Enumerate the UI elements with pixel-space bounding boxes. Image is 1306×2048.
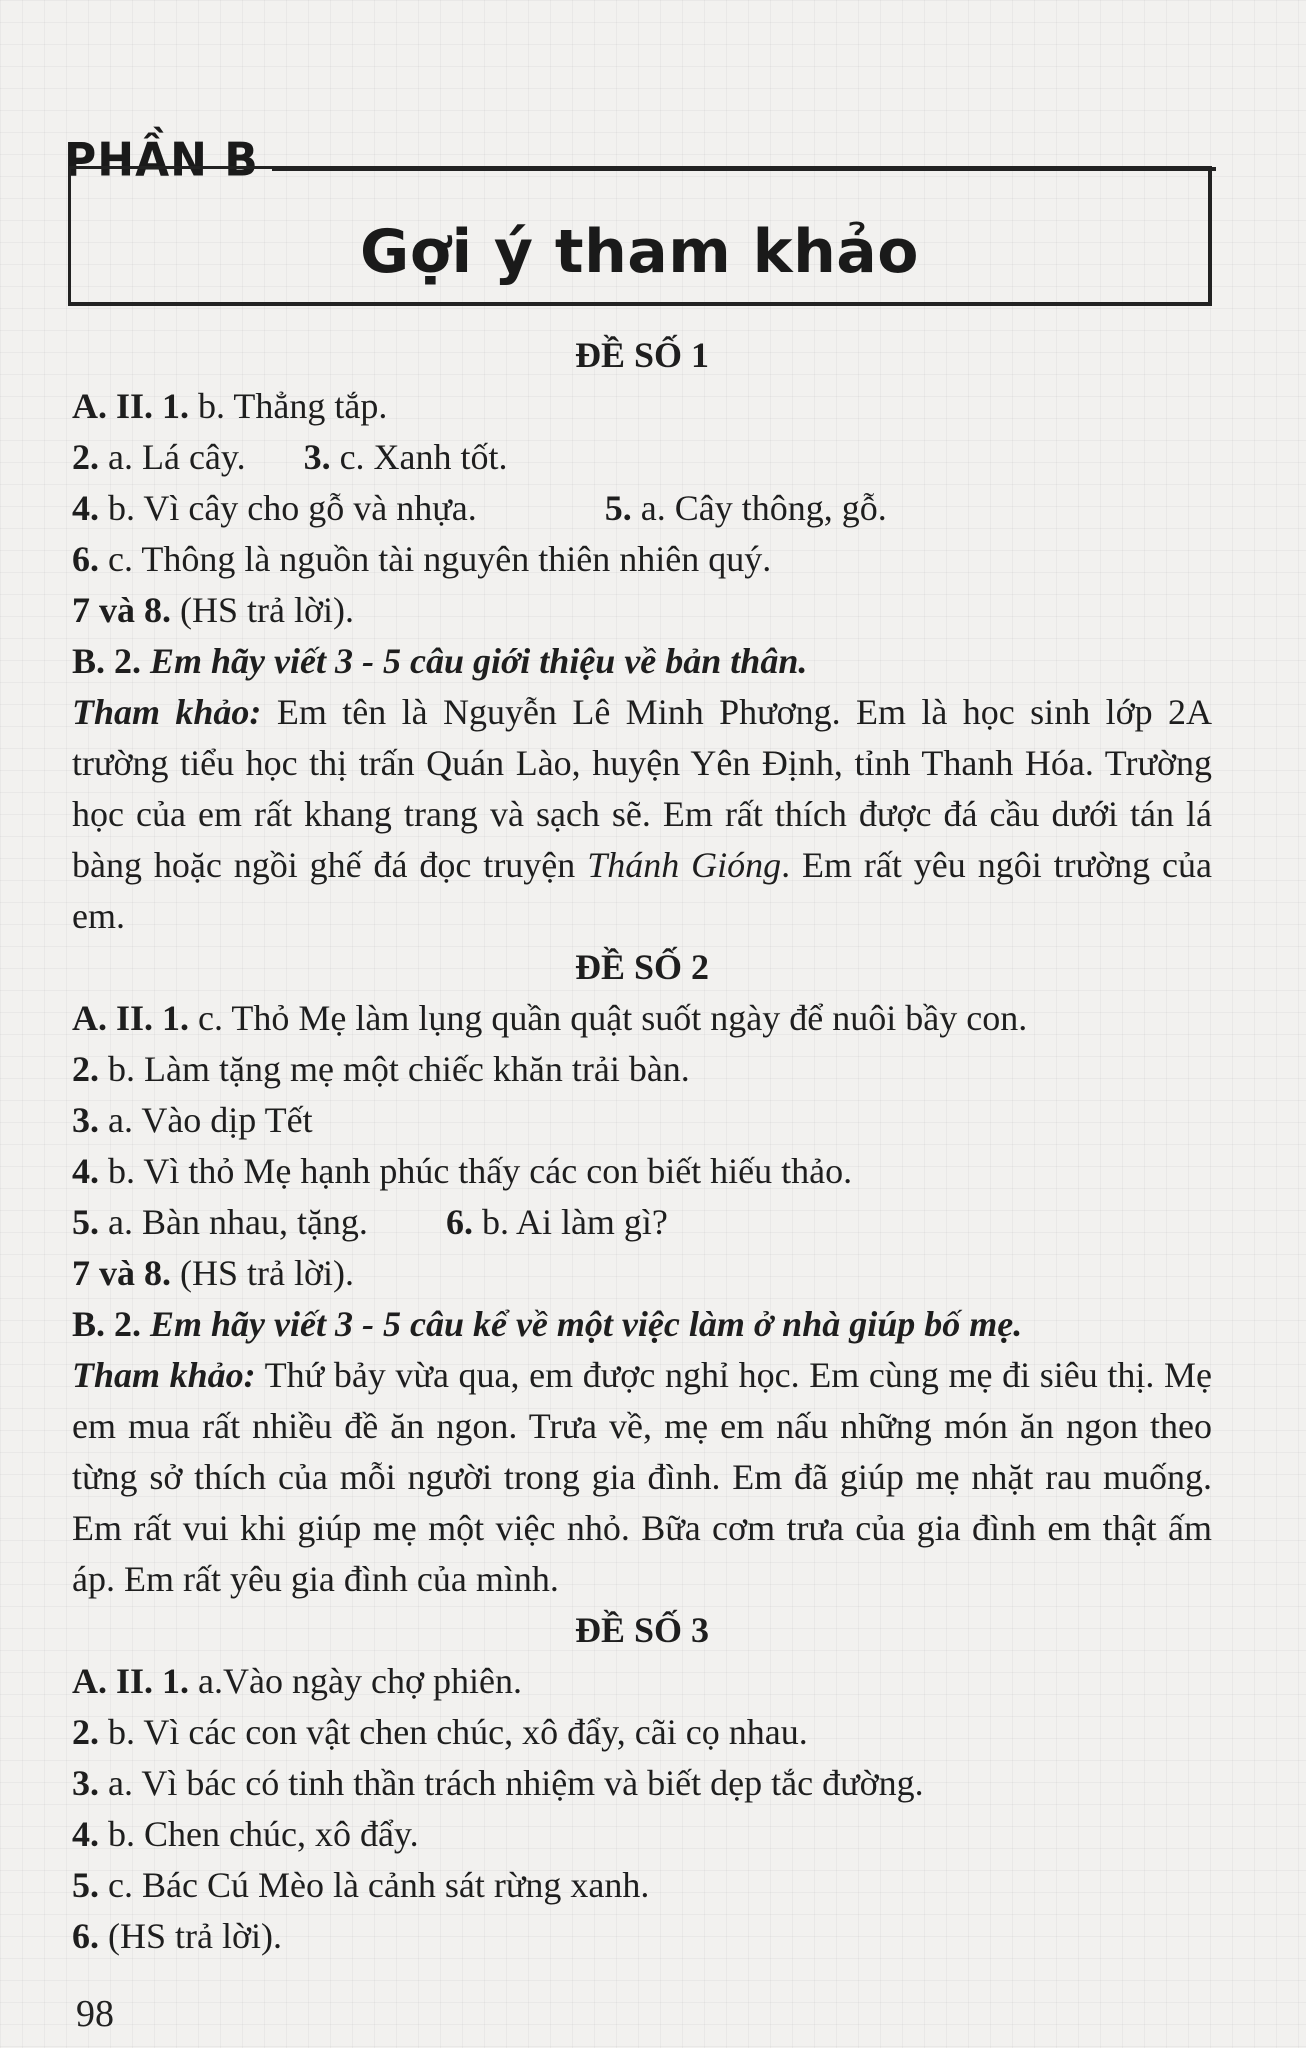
answer-text: a. Vào dịp Tết (108, 1100, 313, 1140)
writing-prompt (72, 1299, 1212, 1350)
prompt-number: B. 2. (72, 641, 142, 681)
reference-label: Tham khảo: (72, 692, 262, 732)
answer-line (72, 1656, 1212, 1707)
answer-text: b. Vì thỏ Mẹ hạnh phúc thấy các con biết hiếu thảo. (108, 1151, 853, 1191)
answer-line (72, 483, 1212, 534)
answer-number: 3. (72, 1763, 99, 1803)
answer-text: b. Ai làm gì? (481, 1202, 668, 1242)
part-label: PHẦN B (64, 133, 259, 188)
answer-line (72, 1095, 1212, 1146)
reference-text: Thứ bảy vừa qua, em được nghỉ học. Em cùng mẹ đi siêu thị. Mẹ em mua rất nhiều đề ăn ngon. Trưa về, mẹ em nấu những món ăn ngon theo từng sở thích của mỗi người trong gia đình. Em đã giúp mẹ nhặt rau muống. Em rất vui khi giúp mẹ một việc nhỏ. Bữa cơm trưa của gia đình em thật ấm áp. Em rất yêu gia đình của mình. (72, 1355, 1212, 1599)
answer-number: 6. (445, 1202, 473, 1242)
answer-number: 7 và 8. (72, 1253, 171, 1293)
answer-text: a. Cây thông, gỗ. (640, 488, 887, 528)
answer-line (72, 1809, 1212, 1860)
answer-line (72, 1044, 1212, 1095)
answer-text: (HS trả lời). (108, 1916, 283, 1956)
answer-line (72, 585, 1212, 636)
answer-text: b. Chen chúc, xô đẩy. (108, 1814, 419, 1854)
answer-line (72, 1248, 1212, 1299)
answer-line (72, 432, 1212, 483)
answer-line (72, 1707, 1212, 1758)
writing-prompt (72, 636, 1212, 687)
answer-number: 3. (72, 1100, 99, 1140)
answer-number: 6. (72, 1916, 99, 1956)
reference-story-title: Thánh Gióng (587, 845, 782, 885)
answer-number: A. II. 1. (72, 1661, 190, 1701)
answer-number: 3. (303, 437, 331, 477)
answer-text: b. Vì các con vật chen chúc, xô đẩy, cãi cọ nhau. (108, 1712, 808, 1752)
answer-line (72, 993, 1212, 1044)
page-number: 98 (76, 1993, 114, 2035)
answer-line (72, 534, 1212, 585)
reference-paragraph (72, 1350, 1212, 1605)
answer-number: 4. (72, 1151, 99, 1191)
answer-text: a. Vì bác có tinh thần trách nhiệm và biết dẹp tắc đường. (108, 1763, 924, 1803)
answer-text: b. Thẳng tắp. (198, 386, 388, 426)
answer-line (72, 1911, 1212, 1962)
answer-number: 4. (72, 488, 99, 528)
prompt-number: B. 2. (72, 1304, 142, 1344)
reference-label: Tham khảo: (72, 1355, 256, 1395)
answer-number: 2. (72, 1049, 99, 1089)
answer-text: c. Thông là nguồn tài nguyên thiên nhiên quý. (108, 539, 772, 579)
answer-line (72, 1860, 1212, 1911)
answer-text: (HS trả lời). (180, 590, 355, 630)
answer-number: 4. (72, 1814, 99, 1854)
reference-text: Em tên là Nguyễn Lê Minh Phương. Em là học sinh lớp 2A trường tiểu học thị trấn Quán Lào, huyện Yên Định, tỉnh Thanh Hóa. Trường học của em rất khang trang và sạch sẽ. Em rất thích được đá cầu dưới tán lá bàng hoặc ngồi ghế đá đọc truyện (72, 692, 1213, 885)
answer-line (72, 381, 1212, 432)
answer-text: a. Lá cây. (108, 437, 246, 477)
prompt-text: Em hãy viết 3 - 5 câu giới thiệu về bản thân. (150, 641, 808, 681)
answer-text: c. Thỏ Mẹ làm lụng quần quật suốt ngày để nuôi bầy con. (198, 998, 1028, 1038)
answer-text: c. Xanh tốt. (339, 437, 508, 477)
answer-text: a. Bàn nhau, tặng. (108, 1202, 368, 1242)
answer-number: 5. (604, 488, 632, 528)
answer-number: 2. (72, 437, 99, 477)
answer-text: (HS trả lời). (180, 1253, 355, 1293)
answer-number: 5. (72, 1865, 99, 1905)
answer-line (72, 1758, 1212, 1809)
reference-paragraph (72, 687, 1212, 942)
section-heading-1: ĐỀ SỐ 1 (574, 335, 710, 375)
answer-number: 7 và 8. (72, 590, 171, 630)
section-heading-2: ĐỀ SỐ 2 (574, 947, 710, 987)
answer-text: b. Làm tặng mẹ một chiếc khăn trải bàn. (108, 1049, 690, 1089)
answer-text: b. Vì cây cho gỗ và nhựa. (108, 488, 477, 528)
answer-text: c. Bác Cú Mèo là cảnh sát rừng xanh. (108, 1865, 650, 1905)
answer-number: 6. (72, 539, 99, 579)
answer-line (72, 1146, 1212, 1197)
title-box (68, 166, 1212, 306)
reference-text-end: . Em rất yêu ngôi trường của em. (72, 845, 1212, 936)
answer-number: 5. (72, 1202, 99, 1242)
section-heading-3: ĐỀ SỐ 3 (574, 1610, 710, 1650)
answer-content (72, 330, 1212, 1962)
answer-number: A. II. 1. (72, 998, 190, 1038)
page-title: Gợi ý tham khảo (359, 217, 920, 287)
answer-number: A. II. 1. (72, 386, 190, 426)
answer-text: a.Vào ngày chợ phiên. (198, 1661, 522, 1701)
prompt-text: Em hãy viết 3 - 5 câu kể về một việc làm ở nhà giúp bố mẹ. (150, 1304, 1023, 1344)
answer-number: 2. (72, 1712, 99, 1752)
answer-line (72, 1197, 1212, 1248)
